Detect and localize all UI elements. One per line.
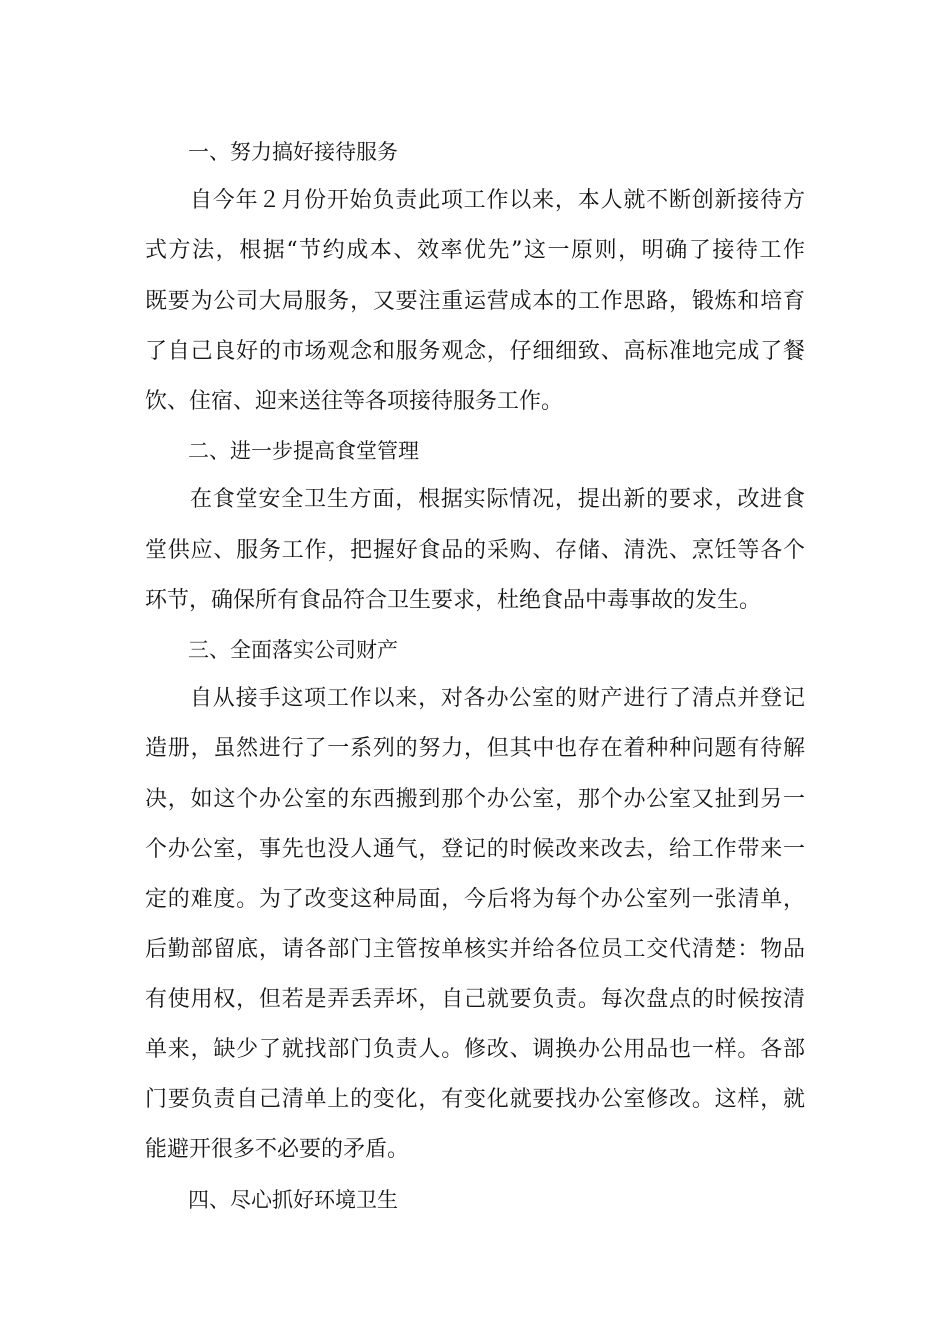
paragraph-line: 堂供应、服务工作，把握好食品的采购、存储、清洗、烹饪等各个 <box>145 538 805 563</box>
paragraph-line: 门要负责自己清单上的变化，有变化就要找办公室修改。这样，就 <box>145 1087 805 1112</box>
paragraph-line: 个办公室，事先也没人通气，登记的时候改来改去，给工作带来一 <box>145 837 805 862</box>
paragraph-line: 能避开很多不必要的矛盾。 <box>145 1137 410 1162</box>
paragraph-line: 自今年２月份开始负责此项工作以来，本人就不断创新接待方 <box>190 188 805 213</box>
section-heading: 一、努力搞好接待服务 <box>188 140 398 164</box>
paragraph-line: 后勤部留底，请各部门主管按单核实并给各位员工交代清楚：物品 <box>145 937 805 962</box>
paragraph-line: 单来，缺少了就找部门负责人。修改、调换办公用品也一样。各部 <box>145 1037 805 1062</box>
section-heading: 三、全面落实公司财产 <box>188 638 398 662</box>
section-heading: 四、尽心抓好环境卫生 <box>188 1188 398 1212</box>
paragraph-line: 决，如这个办公室的东西搬到那个办公室，那个办公室又扯到另一 <box>145 787 805 812</box>
paragraph-line: 有使用权，但若是弄丢弄坏，自己就要负责。每次盘点的时候按清 <box>145 987 805 1012</box>
section-heading: 二、进一步提高食堂管理 <box>188 439 419 463</box>
paragraph-line: 自从接手这项工作以来，对各办公室的财产进行了清点并登记 <box>190 686 805 711</box>
paragraph-line: 既要为公司大局服务，又要注重运营成本的工作思路，锻炼和培育 <box>145 289 805 314</box>
paragraph-line: 了自己良好的市场观念和服务观念，仔细细致、高标准地完成了餐 <box>145 339 805 364</box>
paragraph-line: 在食堂安全卫生方面，根据实际情况，提出新的要求，改进食 <box>190 487 805 512</box>
paragraph-line: 造册，虽然进行了一系列的努力，但其中也存在着种种问题有待解 <box>145 736 805 761</box>
paragraph-line: 式方法，根据“节约成本、效率优先”这一原则，明确了接待工作 <box>145 238 805 263</box>
paragraph-line: 环节，确保所有食品符合卫生要求，杜绝食品中毒事故的发生。 <box>145 588 762 613</box>
paragraph-line: 饮、住宿、迎来送往等各项接待服务工作。 <box>145 389 564 414</box>
paragraph-line: 定的难度。为了改变这种局面，今后将为每个办公室列一张清单， <box>145 887 805 912</box>
